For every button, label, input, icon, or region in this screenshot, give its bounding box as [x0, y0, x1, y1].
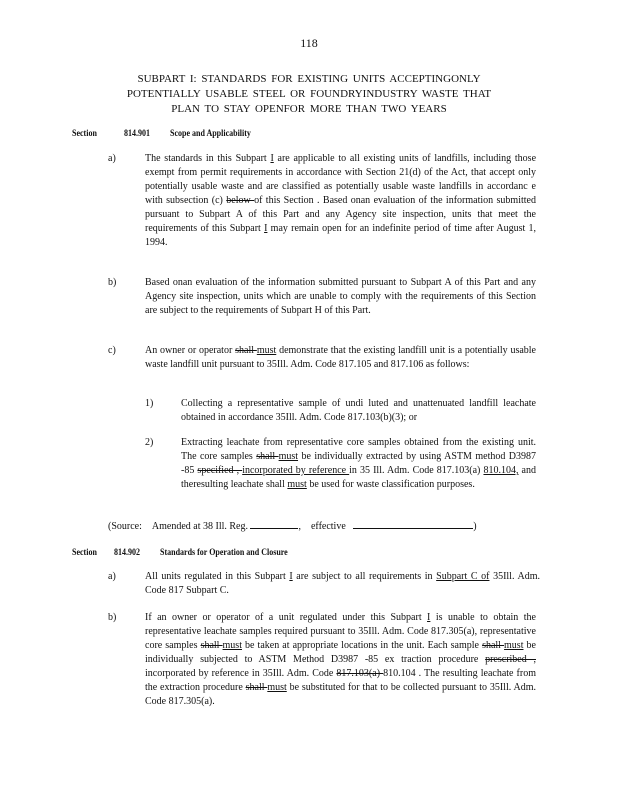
section-number: 814.902: [114, 547, 140, 558]
amended-text: Amended at 38 Ill. Reg.: [151, 521, 248, 532]
effective-date-blank: [353, 518, 473, 529]
title-line-2: POTENTIALLY USABLE STEEL OR FOUNDRYINDUSTRY WASTE THAT: [126, 88, 492, 100]
section-label: Section: [72, 547, 97, 558]
source-close: ): [473, 521, 477, 532]
section-heading-814-902: [72, 547, 288, 557]
title-line-3: PLAN TO STAY OPENFOR MORE THAN TWO YEARS: [171, 103, 447, 115]
register-blank: [250, 518, 298, 529]
deleted-text: 817.103(a): [336, 668, 384, 679]
text-run: are applicable to all existing units of landfills, including those exempt from permit requirements in accordance with Section 21(d) of the Act, that accept only potentially usable waste and are classified as potentially usable waste landfills in accordanc e with subsection (c): [145, 153, 537, 206]
text-run: of this Section . Based onan evaluation of the information submitted pursuant to Subpart A of this Part and any Agency site inspection, units that meet the requirements of this Subpart: [145, 195, 536, 234]
inserted-text: I: [264, 223, 268, 234]
text-run: An owner or operator: [145, 345, 236, 356]
text-run: be used for waste classification purposes.: [306, 479, 475, 490]
source-label: (Source:: [108, 521, 142, 532]
subparagraph-2: [181, 436, 536, 492]
text-run: in 35 Ill. Adm. Code 817.103(a): [349, 465, 484, 476]
effective-text: effective: [310, 521, 346, 532]
inserted-text: I: [427, 612, 431, 623]
section-title: Standards for Operation and Closure: [160, 547, 288, 558]
inserted-text: must: [504, 640, 524, 651]
paragraph-a: [145, 152, 536, 250]
text-run: The standards in this Subpart: [145, 153, 271, 164]
text-run: If an owner or operator of a unit regulated under this Subpart: [145, 612, 428, 623]
inserted-text: must: [278, 451, 299, 462]
paragraph-c: [145, 344, 536, 372]
text-run: be taken at appropriate locations in the unit. Each sample: [241, 640, 483, 651]
deleted-text: shall: [245, 682, 268, 693]
deleted-text: prescribed ,: [485, 654, 536, 665]
section-number: 814.901: [124, 128, 150, 139]
inserted-text: incorporated by reference: [242, 465, 350, 476]
text-run: are subject to all requirements in: [292, 571, 437, 582]
deleted-text: shall: [482, 640, 505, 651]
text-run: be substituted for that to be collected pursuant to 35Ill. Adm. Code 817.305(a).: [145, 682, 536, 707]
text-run: be individually subjected to ASTM Method D3987 -85 ex traction procedure: [145, 640, 536, 665]
subpart-title: [60, 72, 558, 117]
deleted-text: shall: [256, 451, 279, 462]
inserted-text: must: [267, 682, 287, 693]
text-run: and theresulting leachate shall: [181, 465, 536, 490]
text-run: be individually extracted by using ASTM method D3987 -85: [181, 451, 537, 476]
text-run: incorporated by reference in 35Ill. Adm. Code: [145, 668, 337, 679]
deleted-text: below: [226, 195, 255, 206]
page-number: 118: [300, 36, 318, 50]
text-run: All units regulated in this Subpart: [145, 571, 290, 582]
text-run: 35Ill. Adm. Code 817 Subpart C.: [145, 571, 540, 596]
deleted-text: specified ,: [197, 465, 243, 476]
inserted-text: Subpart C of: [436, 571, 490, 582]
inserted-text: 810.104,: [483, 465, 519, 476]
deleted-text: shall: [200, 640, 223, 651]
section-title: Scope and Applicability: [170, 128, 251, 139]
inserted-text: I: [289, 571, 293, 582]
subparagraph-1: Collecting a representative sample of undi luted and unattenuated landfill leachate obtained in accordance 35Ill. Adm. Code 817.103(b)(3); or: [181, 398, 536, 423]
text-run: Extracting leachate from representative core samples obtained from the existing unit. The core samples: [181, 437, 536, 462]
title-line-1: SUBPART I: STANDARDS FOR EXISTING UNITS ACCEPTINGONLY: [137, 73, 481, 85]
deleted-text: shall: [235, 345, 257, 356]
text-run: demonstrate that the existing landfill unit is a potentially usable waste landfill unit pursuant to 35Ill. Adm. Code 817.105 and 817.106 as follows:: [145, 345, 536, 370]
item-label: a): [108, 153, 116, 164]
text-run: may remain open for an indefinite period of time after August 1, 1994.: [145, 223, 536, 248]
inserted-text: must: [287, 479, 307, 490]
item-label: c): [108, 345, 116, 356]
inserted-text: must: [256, 345, 277, 356]
section-label: Section: [72, 128, 97, 139]
paragraph-a: [145, 570, 540, 598]
item-label: a): [108, 571, 116, 582]
paragraph-b: [145, 611, 536, 709]
text-run: 810.104 . The resulting leachate from the extraction procedure: [145, 668, 536, 693]
text-run: is unable to obtain the representative leachate samples required pursuant to 35Ill. Adm. Code 817.305(a), representative core samples: [145, 612, 536, 651]
inserted-text: I: [270, 153, 274, 164]
paragraph-b: Based onan evaluation of the information submitted pursuant to Subpart A of this Part and any Agency site inspection, units which are unable to comply with the requirements of this Section are subject to the requirements of Subpart H of this Part.: [145, 277, 536, 316]
section-heading-814-901: [72, 128, 251, 138]
item-label: b): [108, 277, 117, 288]
item-label: b): [108, 612, 117, 623]
subitem-label: 2): [145, 437, 154, 448]
inserted-text: must: [222, 640, 242, 651]
source-note: (Source: Amended at 38 Ill. Reg. , effective ): [108, 518, 477, 532]
subitem-label: 1): [145, 398, 154, 409]
